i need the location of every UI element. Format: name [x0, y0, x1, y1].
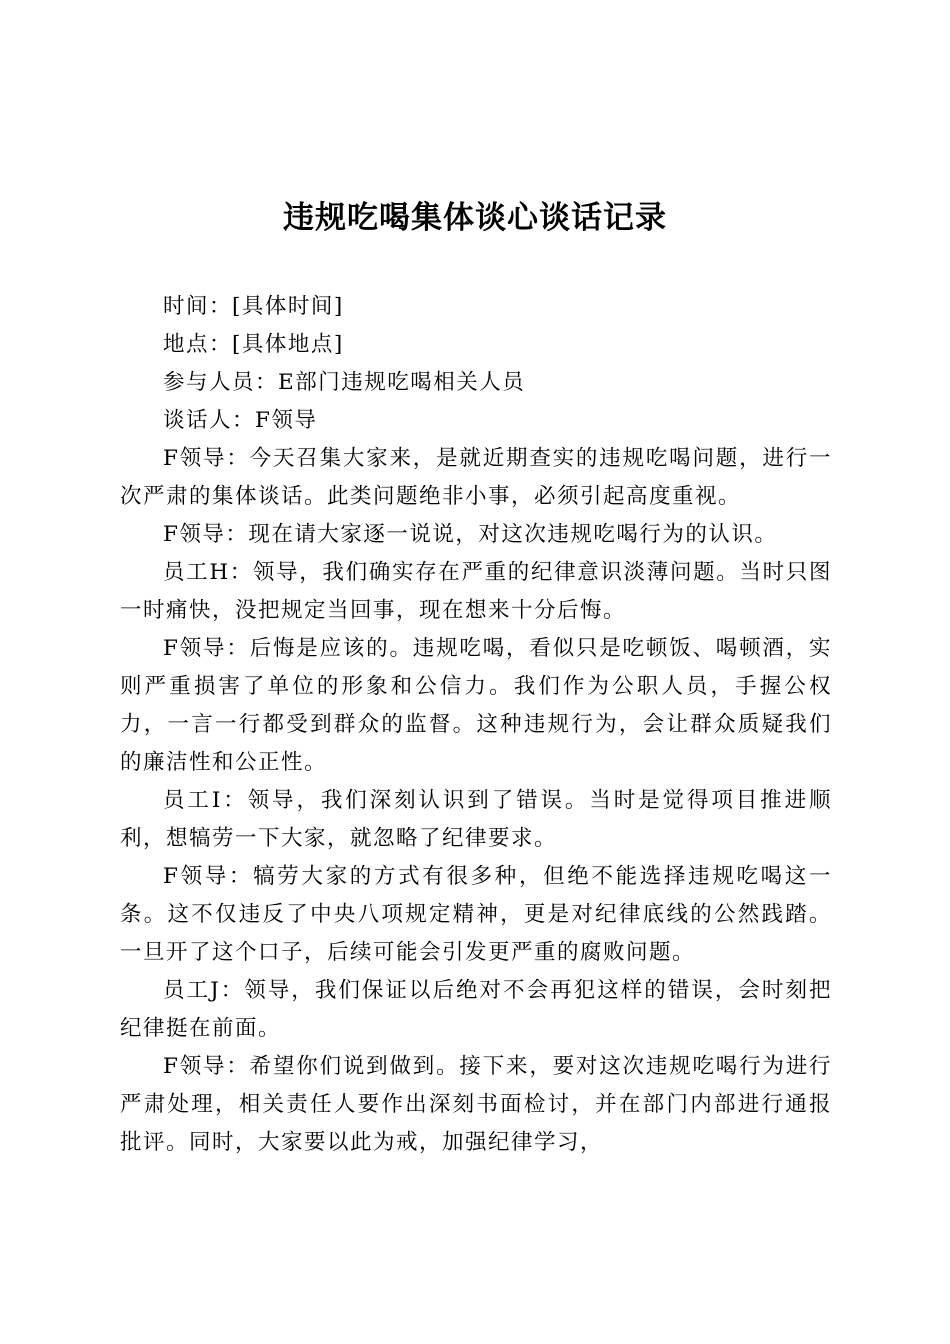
dialogue-paragraph: 员工I：领导，我们深刻认识到了错误。当时是觉得项目推进顺利，想犒劳一下大家，就忽略了纪律要求。: [120, 788, 832, 851]
document-body: [120, 288, 832, 1162]
dialogue-paragraph: F领导：现在请大家逐一说说，对这次违规吃喝行为的认识。: [163, 522, 778, 547]
dialogue-paragraph: F领导：希望你们说到做到。接下来，要对这次违规吃喝行为进行严肃处理，相关责任人要作出深刻书面检讨，并在部门内部进行通报批评。同时，大家要以此为戒，加强纪律学习，: [120, 1054, 832, 1155]
meta-location: 地点：[具体地点]: [163, 332, 344, 357]
meta-time: 时间：[具体时间]: [163, 294, 344, 319]
meta-participants: 参与人员：E部门违规吃喝相关人员: [163, 370, 526, 395]
dialogue-paragraph: 员工H：领导，我们确实存在严重的纪律意识淡薄问题。当时只图一时痛快，没把规定当回事，现在想来十分后悔。: [120, 560, 832, 623]
dialogue-paragraph: F领导：犒劳大家的方式有很多种，但绝不能选择违规吃喝这一条。这不仅违反了中央八项规定精神，更是对纪律底线的公然践踏。一旦开了这个口子，后续可能会引发更严重的腐败问题。: [120, 864, 832, 965]
dialogue-paragraph: F领导：今天召集大家来，是就近期查实的违规吃喝问题，进行一次严肃的集体谈话。此类问题绝非小事，必须引起高度重视。: [120, 446, 832, 509]
dialogue-paragraph: F领导：后悔是应该的。违规吃喝，看似只是吃顿饭、喝顿酒，实则严重损害了单位的形象和公信力。我们作为公职人员，手握公权力，一言一行都受到群众的监督。这种违规行为，会让群众质疑我们的廉洁性和公正性。: [120, 636, 832, 775]
dialogue-paragraph: 员工J：领导，我们保证以后绝对不会再犯这样的错误，会时刻把纪律挺在前面。: [120, 978, 832, 1041]
document-title: 违规吃喝集体谈心谈话记录: [283, 200, 667, 236]
meta-interviewer: 谈话人：F领导: [163, 408, 318, 433]
